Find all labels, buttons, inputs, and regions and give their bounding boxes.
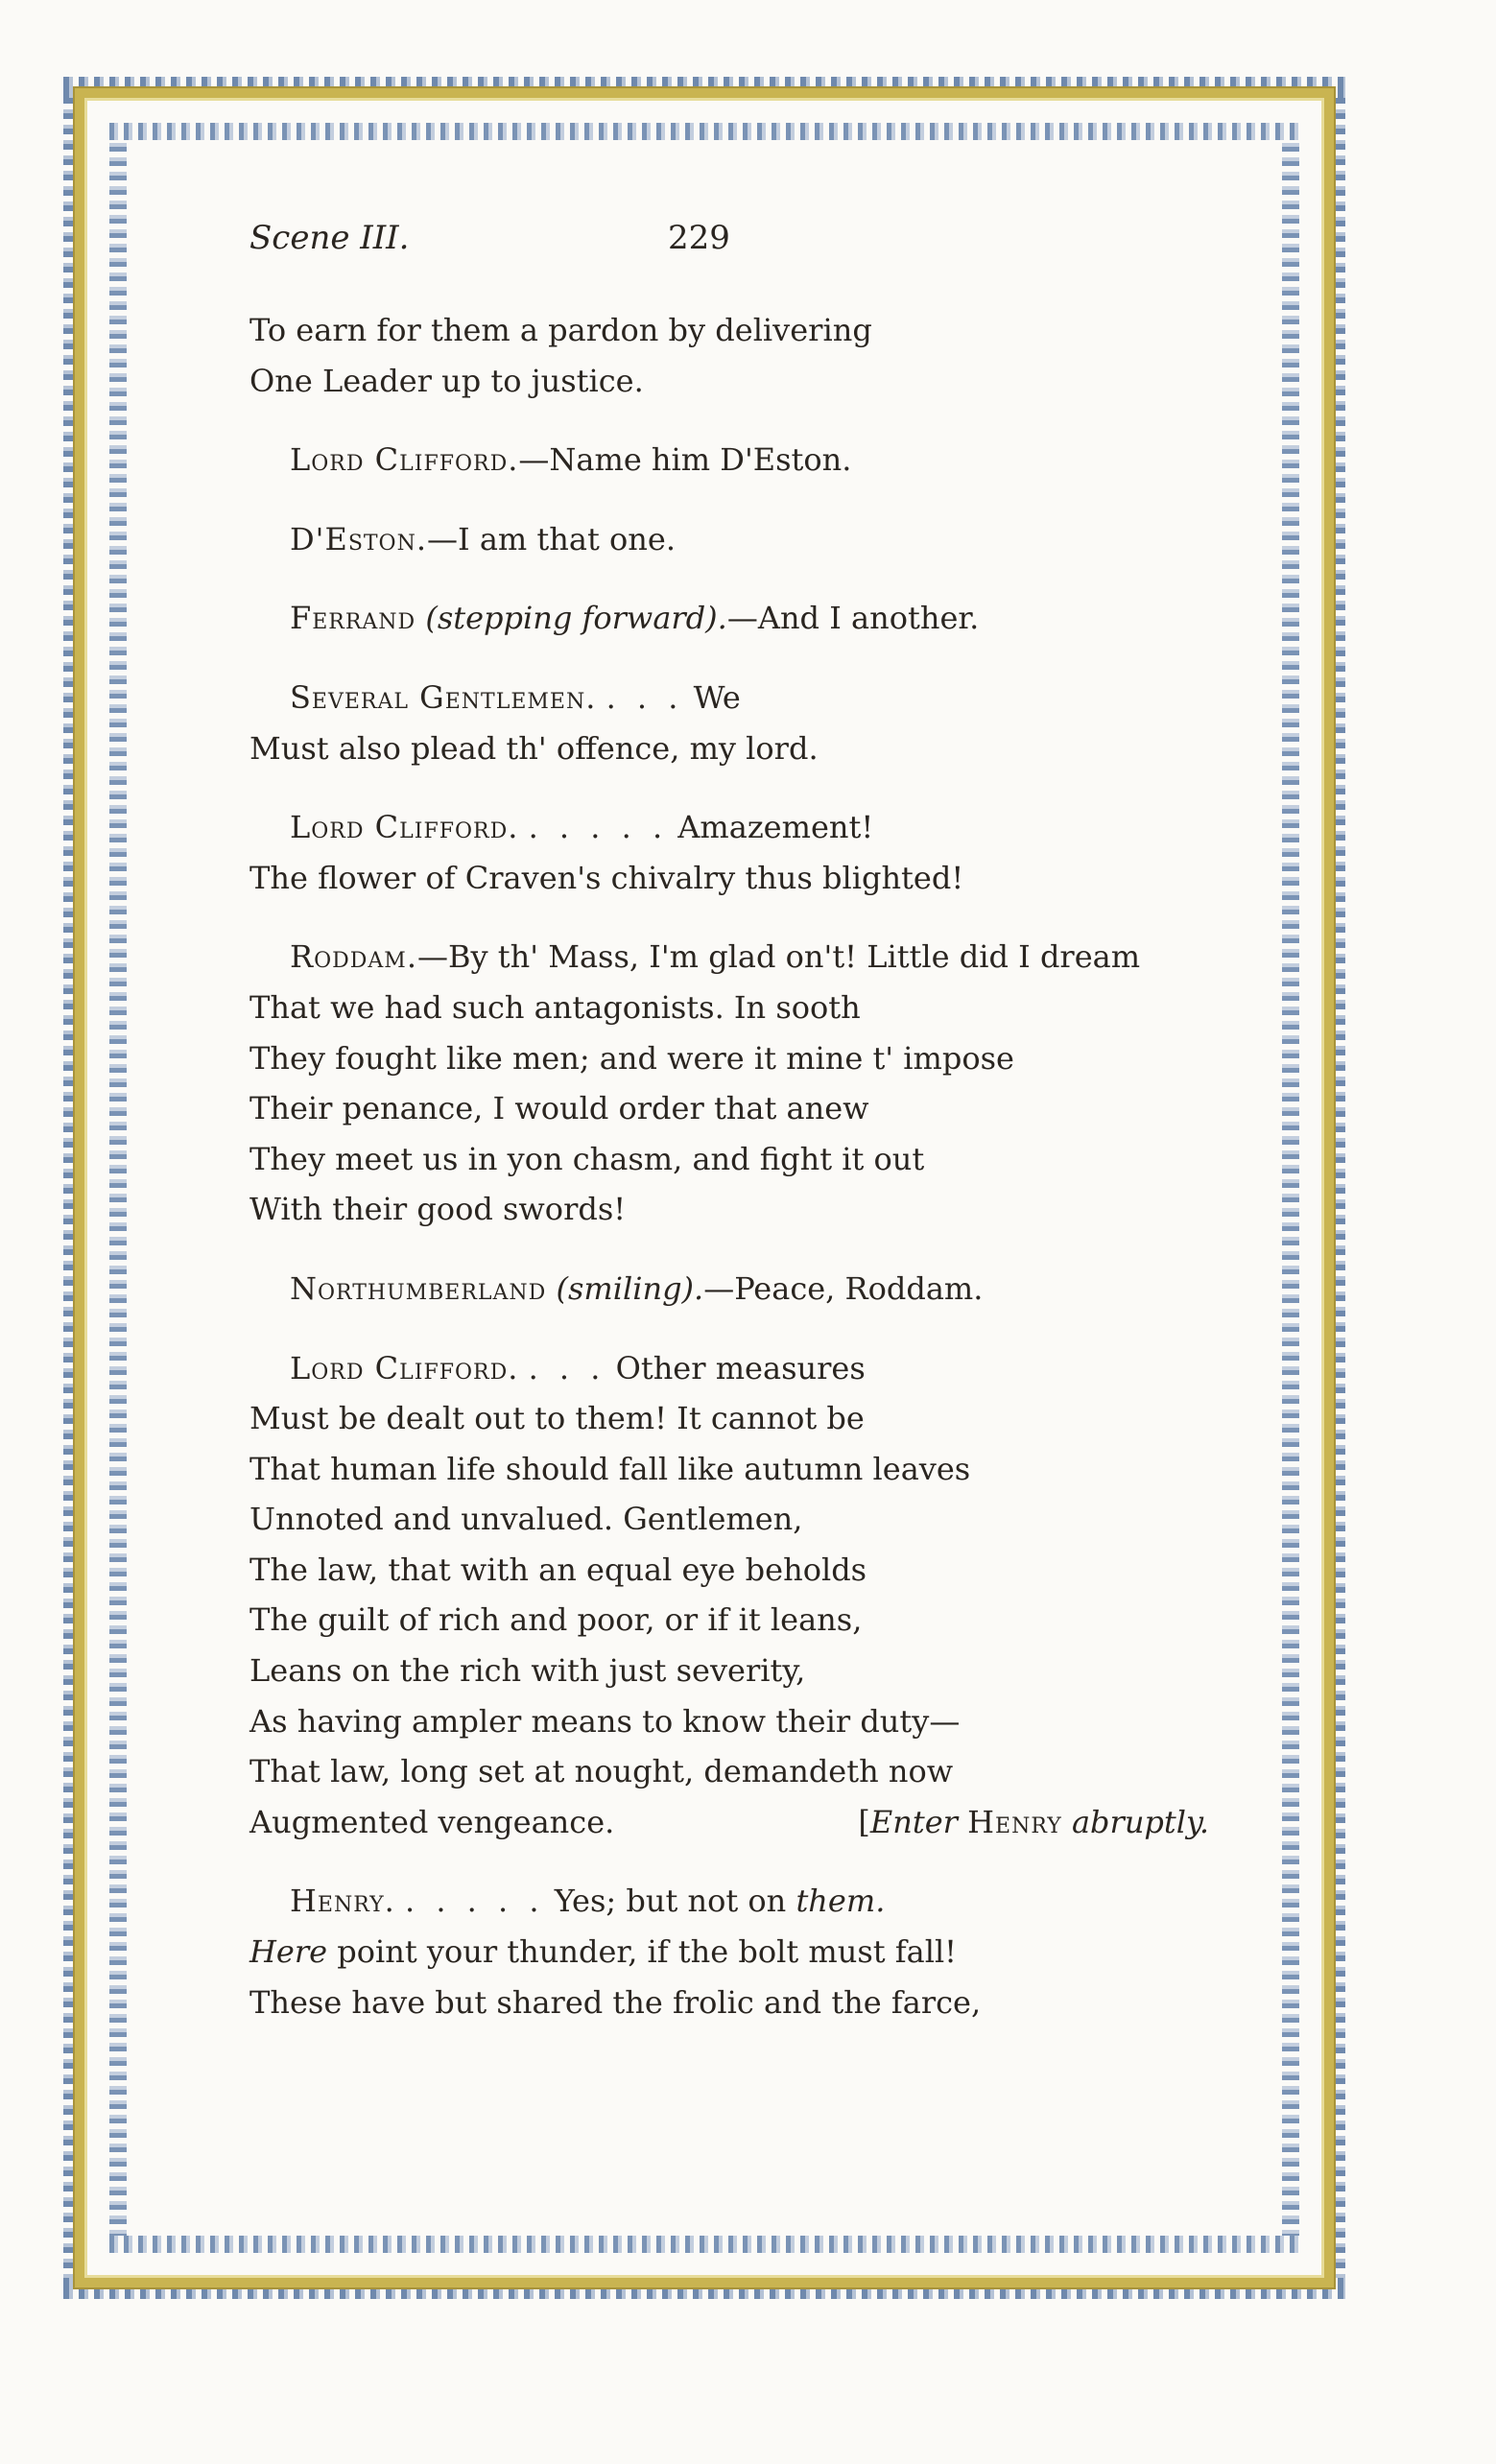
stage-direction: (stepping forward).	[425, 600, 727, 637]
stage-enter: Enter	[869, 1803, 958, 1840]
speech-deston	[249, 514, 1209, 565]
speech-text: Amazement!	[677, 809, 874, 846]
play-text	[249, 305, 1209, 2027]
stage-direction-entry	[858, 1797, 1209, 1848]
speaker-name: Several Gentlemen.	[290, 678, 597, 716]
speaker-name: Northumberland	[290, 1269, 547, 1307]
page-number: 229	[668, 219, 730, 257]
ellipsis: . . .	[528, 1349, 606, 1386]
verse-line: With their good swords!	[249, 1191, 627, 1228]
speaker-name: Lord Clifford.	[290, 1349, 519, 1386]
verse-line-with-stage	[249, 1797, 1209, 1848]
speaker-name: Henry.	[290, 1883, 395, 1920]
scene-label: Scene III.	[249, 219, 410, 257]
speaker-name: D'Eston.	[290, 520, 428, 557]
speech-text: Yes; but not on	[554, 1883, 787, 1920]
verse-line: Must also plead th' offence, my lord.	[249, 729, 819, 767]
speech-text: Other measures	[615, 1349, 866, 1386]
verse-line: Their penance, I would order that anew	[249, 1090, 869, 1127]
speaker-name: Ferrand	[290, 600, 416, 637]
verse-line: That law, long set at nought, demandeth now	[249, 1753, 954, 1790]
verse-line: Leans on the rich with just severity,	[249, 1652, 806, 1690]
verse-line: The guilt of rich and poor, or if it leans,	[249, 1601, 863, 1639]
speech-lord-clifford	[249, 1343, 1209, 1394]
verse-line: Unnoted and unvalued. Gentlemen,	[249, 1501, 803, 1538]
speech-text: —Name him D'Eston.	[518, 441, 852, 479]
ellipsis: . . .	[606, 678, 684, 716]
verse-line: These have but shared the frolic and the farce,	[249, 1983, 982, 2021]
speech-text: —And I another.	[726, 600, 980, 637]
verse-line	[249, 1927, 1209, 1978]
speech-text: We	[693, 678, 741, 716]
verse-line: One Leader up to justice.	[249, 362, 644, 399]
verse-line: To earn for them a pardon by delivering	[249, 312, 872, 348]
speaker-name: Roddam.	[290, 938, 417, 976]
stage-direction: (smiling).	[556, 1269, 704, 1307]
ellipsis: . . . . .	[404, 1883, 545, 1920]
bracket: [	[858, 1803, 870, 1840]
speech-roddam	[249, 932, 1209, 983]
verse-text: Augmented vengeance.	[249, 1803, 615, 1840]
speech-northumberland	[249, 1264, 1209, 1315]
speech-emphasis: them.	[795, 1883, 886, 1920]
ellipsis: . . . . .	[528, 809, 669, 846]
speech-several-gentlemen	[249, 673, 1209, 723]
speech-text: —I am that one.	[427, 520, 676, 557]
stage-character: Henry	[967, 1803, 1062, 1840]
verse-line: The flower of Craven's chivalry thus blighted!	[249, 859, 964, 896]
running-header	[249, 219, 825, 261]
verse-line: As having ampler means to know their duty—	[249, 1702, 961, 1740]
verse-line: They fought like men; and were it mine t' impose	[249, 1039, 1014, 1077]
verse-line: The law, that with an equal eye beholds	[249, 1551, 867, 1588]
speaker-name: Lord Clifford.	[290, 809, 519, 846]
speech-lord-clifford	[249, 435, 1209, 486]
verse-text: point your thunder, if the bolt must fall!	[337, 1933, 958, 1971]
speaker-name: Lord Clifford.	[290, 441, 519, 479]
speech-lord-clifford	[249, 802, 1209, 853]
verse-emphasis: Here	[249, 1933, 328, 1971]
speech-text: —By th' Mass, I'm glad on't! Little did I dream	[417, 938, 1141, 976]
speech-ferrand	[249, 593, 1209, 644]
speech-text: —Peace, Roddam.	[703, 1269, 984, 1307]
stage-adverb: abruptly.	[1071, 1803, 1209, 1840]
verse-line: They meet us in yon chasm, and fight it out	[249, 1140, 925, 1177]
verse-line: Must be dealt out to them! It cannot be	[249, 1400, 865, 1437]
verse-line: That human life should fall like autumn leaves	[249, 1450, 971, 1487]
verse-line: That we had such antagonists. In sooth	[249, 988, 861, 1026]
speech-henry	[249, 1876, 1209, 1927]
